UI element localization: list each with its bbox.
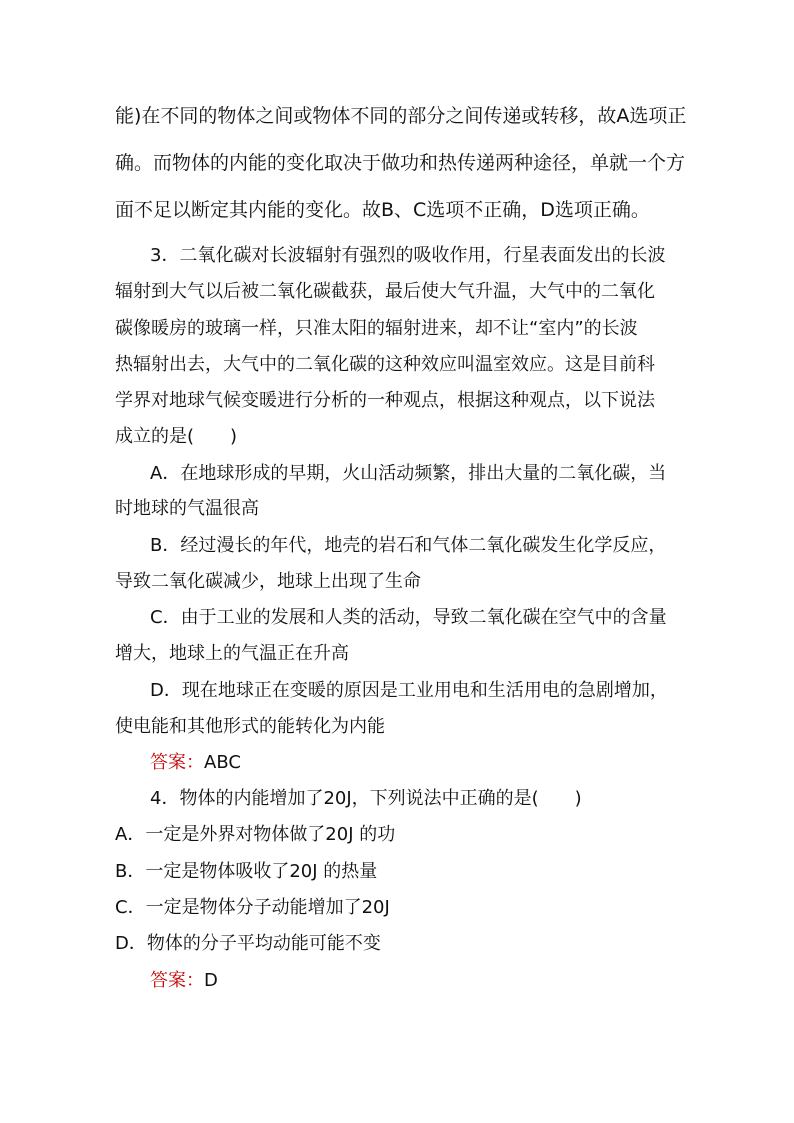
q3-stem-line-5: 学界对地球气候变暖进行分析的一种观点，根据这种观点，以下说法 [115,390,655,411]
q4-answer-value: D [204,970,218,991]
q3-stem-line-3: 碳像暖房的玻璃一样，只准太阳的辐射进来，却不让“室内”的长波 [115,318,638,339]
q4-option-b: B．一定是物体吸收了20J 的热量 [115,861,378,882]
explanation-line-3: 面不足以断定其内能的变化。故B、C选项不正确，D选项正确。 [115,199,650,221]
explanation-line-1: 能)在不同的物体之间或物体不同的部分之间传递或转移，故A选项正 [115,105,687,127]
q3-stem-line-2: 辐射到大气以后被二氧化碳截获，最后使大气升温，大气中的二氧化 [115,281,655,302]
explanation-line-2: 确。而物体的内能的变化取决于做功和热传递两种途径，单就一个方 [115,152,686,174]
q3-answer-label: 答案： [150,752,204,773]
q4-option-d: D．物体的分子平均动能可能不变 [115,933,381,954]
q3-option-b-line-1: B．经过漫长的年代，地壳的岩石和气体二氧化碳发生化学反应， [150,535,667,556]
q3-option-a-line-1: A．在地球形成的早期，火山活动频繁，排出大量的二氧化碳，当 [150,463,667,484]
q3-option-c-line-1: C．由于工业的发展和人类的活动，导致二氧化碳在空气中的含量 [150,607,667,628]
q3-answer [150,751,685,775]
q3-option-c-line-2: 增大，地球上的气温正在升高 [115,643,349,664]
q4-answer [150,969,685,993]
q4-option-c: C．一定是物体分子动能增加了20J [115,897,390,918]
q3-option-a-line-2: 时地球的气温很高 [115,498,259,519]
q3-stem-line-1: 3．二氧化碳对长波辐射有强烈的吸收作用，行星表面发出的长波 [150,245,666,266]
q4-stem: 4．物体的内能增加了20J，下列说法中正确的是( ) [150,788,582,809]
q3-option-d-line-1: D．现在地球正在变暖的原因是工业用电和生活用电的急剧增加， [150,680,668,701]
q4-answer-label: 答案： [150,970,204,991]
q3-option-d-line-2: 使电能和其他形式的能转化为内能 [115,716,385,737]
q3-option-b-line-2: 导致二氧化碳减少，地球上出现了生命 [115,571,421,592]
q3-stem-line-6: 成立的是( ) [115,426,238,447]
q3-answer-value: ABC [204,752,241,773]
q4-option-a: A．一定是外界对物体做了20J 的功 [115,824,396,845]
q3-stem-line-4: 热辐射出去，大气中的二氧化碳的这种效应叫温室效应。这是目前科 [115,354,655,375]
